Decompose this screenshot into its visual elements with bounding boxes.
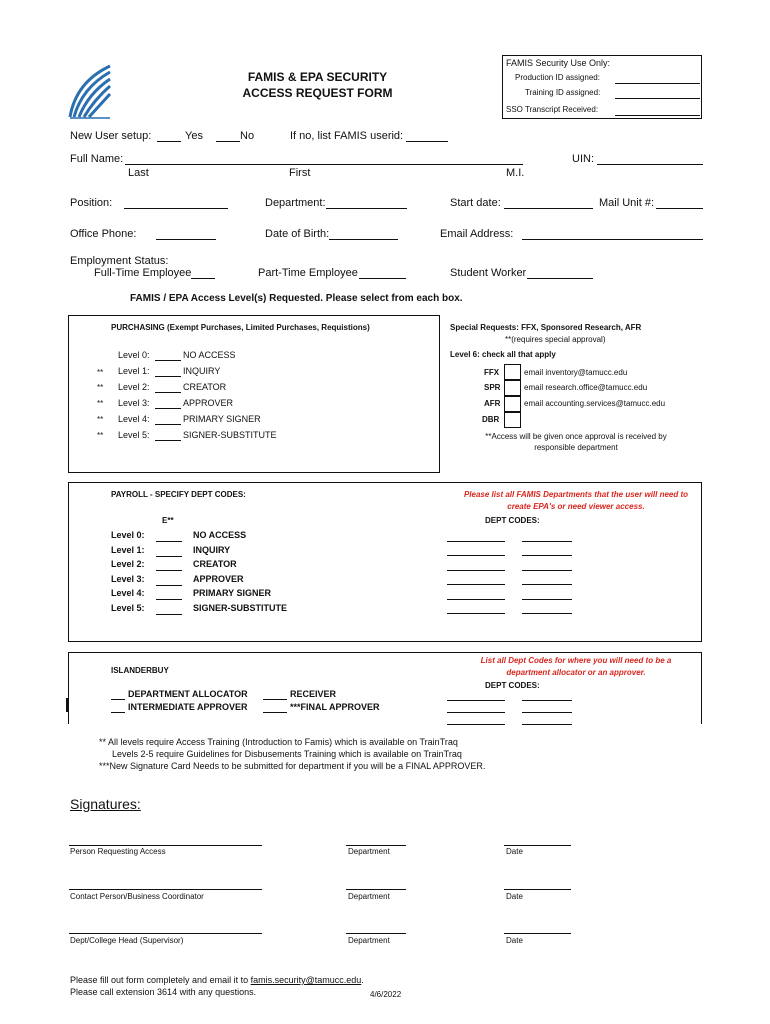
level-marker: ** bbox=[97, 383, 104, 392]
payroll-dept-code-field[interactable] bbox=[522, 541, 572, 542]
level-marker: ** bbox=[97, 431, 104, 440]
mail-unit-field[interactable] bbox=[656, 208, 703, 209]
payroll-dept-code-field[interactable] bbox=[447, 599, 505, 600]
signature-date-line[interactable] bbox=[504, 889, 571, 890]
payroll-level-1-field[interactable] bbox=[156, 556, 182, 557]
university-logo bbox=[66, 62, 114, 120]
special-code-afr: AFR bbox=[484, 399, 501, 408]
position-field[interactable] bbox=[124, 208, 228, 209]
intermediate-approver-label: INTERMEDIATE APPROVER bbox=[128, 702, 248, 712]
signature-date-line[interactable] bbox=[504, 933, 571, 934]
purchasing-name-0: NO ACCESS bbox=[183, 350, 236, 360]
payroll-dept-code-field[interactable] bbox=[447, 584, 505, 585]
position-label: Position: bbox=[70, 197, 113, 209]
purchasing-level-5-field[interactable] bbox=[155, 440, 181, 441]
part-time-field[interactable] bbox=[359, 278, 406, 279]
start-date-label: Start date: bbox=[450, 197, 501, 209]
payroll-level-0-field[interactable] bbox=[156, 541, 182, 542]
purchasing-level-0: Level 0: bbox=[118, 350, 150, 360]
training-id-label: Training ID assigned: bbox=[525, 88, 601, 97]
level-marker: ** bbox=[97, 368, 104, 377]
signature-department-line[interactable] bbox=[346, 889, 406, 890]
payroll-name-1: INQUIRY bbox=[193, 545, 231, 555]
email-field[interactable] bbox=[522, 239, 703, 240]
signature-department-caption: Department bbox=[348, 892, 390, 901]
middle-initial-caption: M.I. bbox=[506, 167, 525, 179]
signature-line[interactable] bbox=[69, 845, 262, 846]
signature-line[interactable] bbox=[69, 933, 262, 934]
payroll-dept-code-field[interactable] bbox=[522, 555, 572, 556]
payroll-dept-code-field[interactable] bbox=[447, 541, 505, 542]
special-approval-note: **(requires special approval) bbox=[505, 335, 606, 344]
islanderbuy-dept-code-field[interactable] bbox=[522, 712, 572, 713]
last-name-caption: Last bbox=[128, 167, 149, 179]
special-code-spr: SPR bbox=[484, 383, 501, 392]
full-time-label: Full-Time Employee bbox=[94, 267, 192, 279]
purchasing-heading: PURCHASING (Exempt Purchases, Limited Purchases, Requistions) bbox=[111, 323, 370, 332]
signature-date-line[interactable] bbox=[504, 845, 571, 846]
famis-userid-field[interactable] bbox=[406, 141, 448, 142]
start-date-field[interactable] bbox=[504, 208, 593, 209]
purchasing-level-4-field[interactable] bbox=[155, 424, 181, 425]
email-label: Email Address: bbox=[440, 228, 514, 240]
payroll-level-3-field[interactable] bbox=[156, 585, 182, 586]
purchasing-level-5: Level 5: bbox=[118, 430, 150, 440]
form-title-line1: FAMIS & EPA SECURITY bbox=[247, 70, 388, 84]
islanderbuy-dept-code-field[interactable] bbox=[447, 724, 505, 725]
payroll-dept-code-field[interactable] bbox=[447, 570, 505, 571]
purchasing-level-1: Level 1: bbox=[118, 366, 150, 376]
purchasing-level-4: Level 4: bbox=[118, 414, 150, 424]
payroll-level-1: Level 1: bbox=[111, 545, 145, 555]
famis-userid-label: If no, list FAMIS userid: bbox=[290, 130, 404, 142]
final-approver-label: ***FINAL APPROVER bbox=[290, 702, 380, 712]
dob-label: Date of Birth: bbox=[265, 228, 330, 240]
access-levels-heading: FAMIS / EPA Access Level(s) Requested. Please select from each box. bbox=[130, 293, 463, 304]
sso-transcript-field[interactable] bbox=[615, 115, 700, 116]
payroll-level-4: Level 4: bbox=[111, 588, 145, 598]
uin-label: UIN: bbox=[572, 153, 594, 165]
signature-person-caption: Dept/College Head (Supervisor) bbox=[70, 936, 184, 945]
department-label: Department: bbox=[265, 197, 326, 209]
full-name-label: Full Name: bbox=[70, 153, 124, 165]
payroll-notice-2: create EPA's or need viewer access. bbox=[507, 502, 645, 511]
purchasing-level-1-field[interactable] bbox=[155, 376, 181, 377]
spr-email: email research.office@tamucc.edu bbox=[524, 383, 648, 392]
payroll-level-5: Level 5: bbox=[111, 603, 145, 613]
receiver-label: RECEIVER bbox=[290, 689, 337, 699]
purchasing-name-4: PRIMARY SIGNER bbox=[183, 414, 261, 424]
signature-card-note: ***New Signature Card Needs to be submitted for department if you will be a FINAL APPROVER. bbox=[99, 761, 486, 771]
purchasing-level-0-field[interactable] bbox=[155, 360, 181, 361]
payroll-name-3: APPROVER bbox=[193, 574, 244, 584]
famis-security-email-link[interactable]: famis.security@tamucc.edu bbox=[250, 975, 362, 985]
footer-instructions-suffix: . bbox=[361, 975, 364, 985]
payroll-name-4: PRIMARY SIGNER bbox=[193, 588, 272, 598]
dept-allocator-field[interactable] bbox=[111, 699, 125, 700]
level-marker: ** bbox=[97, 399, 104, 408]
payroll-level-3: Level 3: bbox=[111, 574, 145, 584]
dob-field[interactable] bbox=[329, 239, 398, 240]
islanderbuy-dept-code-field[interactable] bbox=[447, 700, 505, 701]
student-worker-field[interactable] bbox=[527, 278, 593, 279]
payroll-dept-code-field[interactable] bbox=[522, 613, 572, 614]
islanderbuy-notice-2: department allocator or an approver. bbox=[506, 668, 646, 677]
part-time-label: Part-Time Employee bbox=[258, 267, 358, 279]
islanderbuy-dept-code-field[interactable] bbox=[447, 712, 505, 713]
full-time-field[interactable] bbox=[191, 278, 215, 279]
signature-department-caption: Department bbox=[348, 936, 390, 945]
purchasing-name-3: APPROVER bbox=[183, 398, 234, 408]
signature-line[interactable] bbox=[69, 889, 262, 890]
signature-person-caption: Person Requesting Access bbox=[70, 847, 166, 856]
payroll-name-2: CREATOR bbox=[193, 559, 237, 569]
payroll-dept-code-field[interactable] bbox=[522, 599, 572, 600]
training-note-1: ** All levels require Access Training (Introduction to Famis) which is available on TrainTraq bbox=[99, 737, 458, 747]
office-phone-label: Office Phone: bbox=[70, 228, 137, 240]
first-name-caption: First bbox=[289, 167, 311, 179]
islanderbuy-notice-1: List all Dept Codes for where you will need to be a bbox=[480, 656, 672, 665]
production-id-label: Production ID assigned: bbox=[515, 73, 600, 82]
purchasing-level-3: Level 3: bbox=[118, 398, 150, 408]
payroll-dept-codes-label: DEPT CODES: bbox=[485, 516, 540, 525]
no-label: No bbox=[240, 130, 255, 142]
payroll-level-2: Level 2: bbox=[111, 559, 145, 569]
purchasing-box bbox=[68, 315, 440, 473]
islanderbuy-dept-code-field[interactable] bbox=[522, 700, 572, 701]
payroll-column-heading: E** bbox=[162, 516, 174, 525]
mail-unit-label: Mail Unit #: bbox=[599, 197, 655, 209]
payroll-dept-code-field[interactable] bbox=[522, 570, 572, 571]
special-requests-heading: Special Requests: FFX, Sponsored Research, AFR bbox=[450, 323, 642, 332]
payroll-level-0: Level 0: bbox=[111, 530, 145, 540]
new-user-no-field[interactable] bbox=[216, 141, 240, 142]
payroll-dept-code-field[interactable] bbox=[522, 584, 572, 585]
purchasing-level-2-field[interactable] bbox=[155, 392, 181, 393]
sso-transcript-label: SSO Transcript Received: bbox=[506, 105, 599, 114]
box-edge-mark bbox=[66, 698, 68, 712]
yes-label: Yes bbox=[185, 130, 203, 142]
final-approver-field[interactable] bbox=[263, 712, 287, 713]
new-user-setup-label: New User setup: bbox=[70, 130, 152, 142]
production-id-field[interactable] bbox=[615, 83, 700, 84]
signature-department-line[interactable] bbox=[346, 845, 406, 846]
payroll-notice-1: Please list all FAMIS Departments that the user will need to bbox=[463, 490, 689, 499]
footer-instructions bbox=[70, 975, 364, 985]
payroll-level-2-field[interactable] bbox=[156, 570, 182, 571]
full-name-field[interactable] bbox=[125, 164, 523, 165]
form-title-line2: ACCESS REQUEST FORM bbox=[242, 86, 393, 100]
level6-heading: Level 6: check all that apply bbox=[450, 350, 556, 359]
payroll-dept-code-field[interactable] bbox=[447, 613, 505, 614]
signature-date-caption: Date bbox=[506, 936, 523, 945]
payroll-level-4-field[interactable] bbox=[156, 599, 182, 600]
intermediate-approver-field[interactable] bbox=[111, 712, 125, 713]
purchasing-name-2: CREATOR bbox=[183, 382, 227, 392]
payroll-level-5-field[interactable] bbox=[156, 614, 182, 615]
new-user-yes-field[interactable] bbox=[157, 141, 181, 142]
special-footnote-2: responsible department bbox=[534, 443, 618, 452]
training-note-2: Levels 2-5 require Guidelines for Disbusements Training which is available on TrainTraq bbox=[112, 749, 462, 759]
signatures-heading: Signatures: bbox=[70, 796, 141, 812]
department-field[interactable] bbox=[326, 208, 407, 209]
training-id-field[interactable] bbox=[615, 98, 700, 99]
afr-checkbox[interactable] bbox=[504, 396, 521, 412]
signature-date-caption: Date bbox=[506, 892, 523, 901]
employment-status-label: Employment Status: bbox=[70, 255, 169, 267]
purchasing-level-2: Level 2: bbox=[118, 382, 150, 392]
special-code-ffx: FFX bbox=[484, 368, 500, 377]
security-box-heading: FAMIS Security Use Only: bbox=[506, 58, 611, 68]
payroll-name-0: NO ACCESS bbox=[193, 530, 247, 540]
purchasing-name-5: SIGNER-SUBSTITUTE bbox=[183, 430, 277, 440]
purchasing-level-3-field[interactable] bbox=[155, 408, 181, 409]
uin-field[interactable] bbox=[597, 164, 703, 165]
receiver-field[interactable] bbox=[263, 699, 287, 700]
afr-email: email accounting.services@tamucc.edu bbox=[524, 399, 666, 408]
signature-department-caption: Department bbox=[348, 847, 390, 856]
payroll-heading: PAYROLL - SPECIFY DEPT CODES: bbox=[111, 490, 246, 499]
signature-date-caption: Date bbox=[506, 847, 523, 856]
form-version-date: 4/6/2022 bbox=[370, 990, 402, 999]
ffx-checkbox[interactable] bbox=[504, 364, 521, 380]
purchasing-name-1: INQUIRY bbox=[183, 366, 221, 376]
spr-checkbox[interactable] bbox=[504, 380, 521, 396]
student-worker-label: Student Worker bbox=[450, 267, 527, 279]
special-footnote-1: **Access will be given once approval is received by bbox=[485, 432, 667, 441]
footer-phone-note: Please call extension 3614 with any questions. bbox=[70, 987, 257, 997]
office-phone-field[interactable] bbox=[156, 239, 216, 240]
payroll-name-5: SIGNER-SUBSTITUTE bbox=[193, 603, 288, 613]
footer-instructions-prefix: Please fill out form completely and email it to bbox=[70, 975, 251, 985]
signature-person-caption: Contact Person/Business Coordinator bbox=[70, 892, 204, 901]
islanderbuy-dept-code-field[interactable] bbox=[522, 724, 572, 725]
islanderbuy-heading: ISLANDERBUY bbox=[111, 666, 169, 675]
payroll-dept-code-field[interactable] bbox=[447, 555, 505, 556]
special-code-dbr: DBR bbox=[482, 415, 500, 424]
level-marker: ** bbox=[97, 415, 104, 424]
dept-allocator-label: DEPARTMENT ALLOCATOR bbox=[128, 689, 248, 699]
islanderbuy-dept-codes-label: DEPT CODES: bbox=[485, 681, 540, 690]
signature-department-line[interactable] bbox=[346, 933, 406, 934]
ffx-email: email inventory@tamucc.edu bbox=[524, 368, 628, 377]
dbr-checkbox[interactable] bbox=[504, 412, 521, 428]
